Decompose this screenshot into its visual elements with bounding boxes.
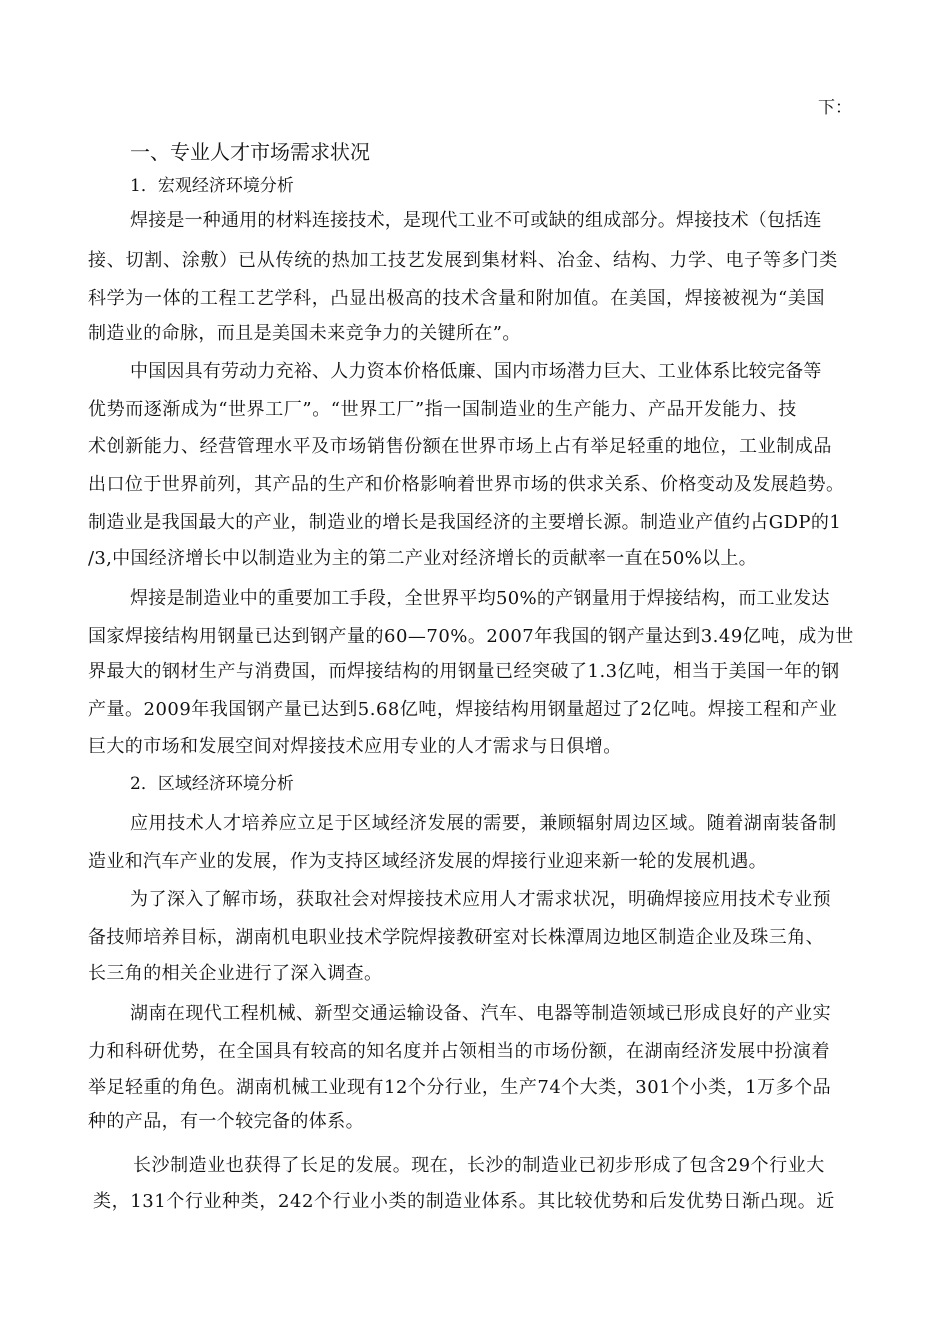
- top-note: 下：: [818, 98, 852, 118]
- paragraph-line: 举足轻重的角色。湖南机械工业现有12个分行业，生产74个大类，301个小类，1万多个品: [88, 1077, 832, 1098]
- paragraph-line: 制造业是我国最大的产业，制造业的增长是我国经济的主要增长源。制造业产值约占GDP的1: [88, 512, 842, 533]
- paragraph-line: 力和科研优势，在全国具有较高的知名度并占领相当的市场份额，在湖南经济发展中扮演着: [88, 1041, 830, 1062]
- paragraph-line: 接、切割、涂敷）已从传统的热加工技艺发展到集材料、冶金、结构、力学、电子等多门类: [88, 250, 838, 271]
- paragraph-line: 备技师培养目标，湖南机电职业技术学院焊接教研室对长株潭周边地区制造企业及珠三角、: [88, 927, 824, 948]
- subheading-macro-economy: 1．宏观经济环境分析: [130, 176, 294, 196]
- paragraph-line: 制造业的命脉，而且是美国未来竞争力的关键所在”。: [88, 323, 521, 344]
- paragraph-line: 焊接是一种通用的材料连接技术，是现代工业不可或缺的组成部分。焊接技术（包括连: [130, 210, 822, 231]
- paragraph-line: 国家焊接结构用钢量已达到钢产量的60—70%。2007年我国的钢产量达到3.49亿吨，成为世: [88, 626, 854, 647]
- paragraph-line: 中国因具有劳动力充裕、人力资本价格低廉、国内市场潜力巨大、工业体系比较完备等: [130, 361, 822, 382]
- paragraph-line: 类，131个行业种类，242个行业小类的制造业体系。其比较优势和后发优势日渐凸现。近: [93, 1191, 835, 1212]
- paragraph-line: 焊接是制造业中的重要加工手段，全世界平均50%的产钢量用于焊接结构，而工业发达: [130, 588, 830, 609]
- section-title: 一、专业人才市场需求状况: [130, 140, 370, 164]
- paragraph-line: 长沙制造业也获得了长足的发展。现在，长沙的制造业已初步形成了包含29个行业大: [133, 1155, 825, 1176]
- paragraph-line: 为了深入了解市场，获取社会对焊接技术应用人才需求状况，明确焊接应用技术专业预: [130, 889, 832, 910]
- paragraph-line: 应用技术人才培养应立足于区域经济发展的需要，兼顾辐射周边区域。随着湖南装备制: [130, 813, 837, 834]
- paragraph-line: 产量。2009年我国钢产量已达到5.68亿吨，焊接结构用钢量超过了2亿吨。焊接工程和产业: [88, 699, 838, 720]
- paragraph-line: 巨大的市场和发展空间对焊接技术应用专业的人才需求与日俱增。: [88, 736, 622, 757]
- subheading-regional-economy: 2．区域经济环境分析: [130, 774, 294, 794]
- paragraph-line: 科学为一体的工程工艺学科，凸显出极高的技术含量和附加值。在美国，焊接被视为“美国: [88, 288, 826, 309]
- paragraph-line: 种的产品，有一个较完备的体系。: [88, 1111, 364, 1132]
- paragraph-line: 优势而逐渐成为“世界工厂”。“世界工厂”指一国制造业的生产能力、产品开发能力、技: [88, 399, 797, 420]
- paragraph-line: 术创新能力、经营管理水平及市场销售份额在世界市场上占有举足轻重的地位，工业制成品: [88, 436, 832, 457]
- paragraph-line: 界最大的钢材生产与消费国，而焊接结构的用钢量已经突破了1.3亿吨，相当于美国一年的钢: [88, 661, 840, 682]
- paragraph-line: 长三角的相关企业进行了深入调查。: [88, 963, 383, 984]
- paragraph-line: 出口位于世界前列，其产品的生产和价格影响着世界市场的供求关系、价格变动及发展趋势。: [88, 474, 845, 495]
- paragraph-line: 湖南在现代工程机械、新型交通运输设备、汽车、电器等制造领域已形成良好的产业实: [130, 1003, 832, 1024]
- paragraph-line: 造业和汽车产业的发展，作为支持区域经济发展的焊接行业迎来新一轮的发展机遇。: [88, 851, 767, 872]
- paragraph-line: /3,中国经济增长中以制造业为主的第二产业对经济增长的贡献率一直在50%以上。: [88, 548, 757, 569]
